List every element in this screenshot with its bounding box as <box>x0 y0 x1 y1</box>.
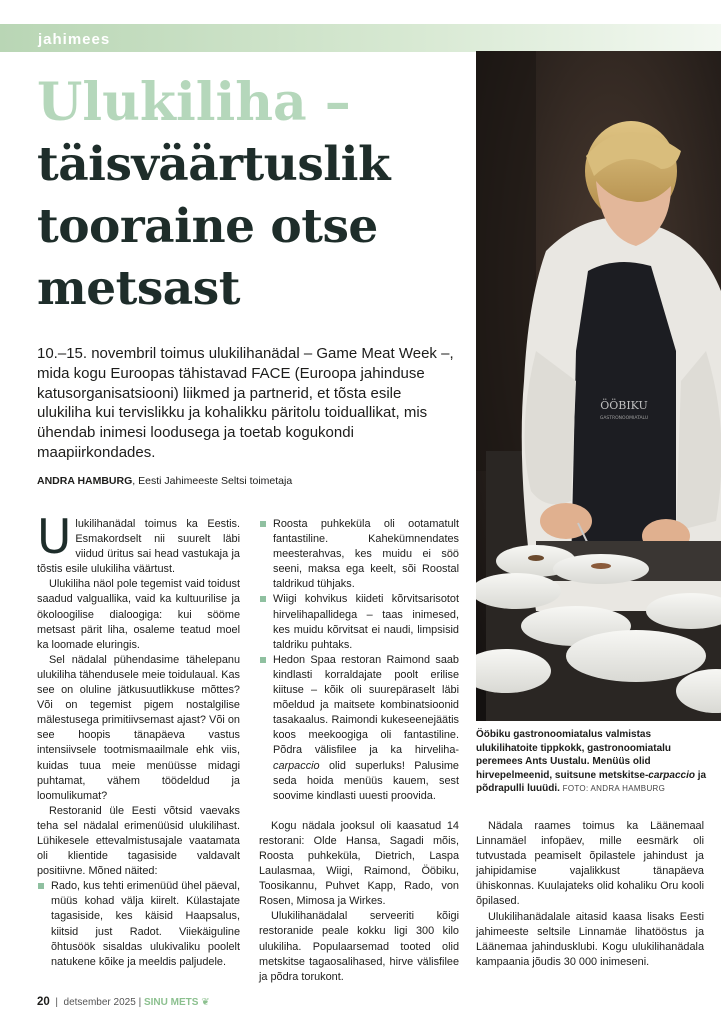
list-item <box>259 592 459 652</box>
paragraph: Nädala raames toimus ka Läänemaal Linnamäel infopäev, mille eesmärk oli tutvustada peamiselt õpilastele jahindust ja jahipidamise vajalikkust tänapäeva ühiskonnas. Kuulajateks olid kohaliku Oru kooli õpilased. <box>476 820 704 908</box>
text-column-1 <box>37 510 240 970</box>
paragraph: Restoranid üle Eesti võtsid vaevaks teha sel nädalal erimenüüsid ulukilihast. Lühikesele ettevalmistusajale vaatamata oli klientide tagasiside valdavalt positiivne. Mõned näited: <box>37 804 240 878</box>
paragraph: Kogu nädala jooksul oli kaasatud 14 restorani: Olde Hansa, Sagadi mõis, Roosta puhkeküla, Dietrich, Laspa Laulasmaa, Wiigi, Raimond, Ööbiku, Toosikannu, Puhvet Kapp, Rado, von Rosen, Mimosa ja Wirkes. <box>259 819 459 908</box>
bullet-square-icon <box>260 596 266 602</box>
title-line-4: metsast <box>37 261 240 316</box>
list-item-text: Rado, kus tehti erimenüüd ühel päeval, müüs kohad välja kiirelt. Külastajate tagasiside, kes käisid Haapsalus, kiitsid just Radot. Viiekäiguline õhtusöök sisaldas ulukivaliku poolelt natukene kõike ja meeldis paljudele. <box>51 880 240 968</box>
bullet-square-icon <box>260 521 266 527</box>
intro-paragraph <box>37 510 240 577</box>
issue-date: detsember 2025 <box>63 997 136 1008</box>
title-line-2: täisväärtuslik <box>37 137 391 192</box>
caption-text: Ööbiku gastronoomiatalus valmistas ulukilihatoite tippkokk, gastronoomiatalu peremees Ants Uustalu. Menüüs olid hirvepelmeenid, suitsune metskitse- <box>476 729 672 781</box>
list-item-italic: carpaccio <box>273 759 320 772</box>
paragraph: Ulukilihanädalale aitasid kaasa lisaks Eesti jahimeeste seltsile Linnamäe lihatööstus ja Läänemaa jahindusklubi. Kogu ulukilihanädala kampaania jõudis 30 000 inimeseni. <box>476 910 704 968</box>
restaurant-list-continued <box>259 517 459 804</box>
text-column-3 <box>476 819 704 970</box>
paragraph: Ulukilihanädalal serveeriti kõigi restoranide peale kokku ligi 300 kilo ulukiliha. Populaarsemad tooted olid metskitse tagaosalihased, hirve välisfilee ja põdra torukont. <box>259 910 459 983</box>
bullet-square-icon <box>260 657 266 663</box>
byline: ANDRA HAMBURG, Eesti Jahimeeste Seltsi toimetaja <box>37 475 293 487</box>
list-item-text: Hedon Spaa restoran Raimond saab kindlasti korraldajate poolt erilise kiituse – kõik oli suurepäraselt läbi mõeldud ja maitsete kombinatsioonid tasakaalus. Raimondi kukeseenejäätis koos meekoogiga oli fantastiline. Põdra välisfilee ja ka hirveliha- <box>273 653 459 757</box>
photo-caption <box>476 728 714 796</box>
text-column-2 <box>259 517 459 985</box>
paragraph: Ulukiliha näol pole tegemist vaid toidust saadud valguallika, vaid ka kultuurilise ja ökoloogilise dialoogiga: kui sööme metsast pärit liha, osaleme teatud moel ka loomade eluringis. <box>37 578 240 651</box>
caption-italic: carpaccio <box>648 769 695 781</box>
list-item <box>259 653 459 804</box>
paragraph-text: lukilihanädal toimus ka Eestis. Esmakordselt nii suurelt läbi viidud üritus sai head vastukaja ja tõstis esile ulukiliha väärtust. <box>37 518 240 576</box>
chef-photo <box>476 51 721 721</box>
page-number: 20 <box>37 996 50 1008</box>
section-label: jahimees <box>38 31 111 48</box>
page-footer: 20 | detsember 2025 | SINU METS ❦ <box>37 996 210 1008</box>
list-item-text: Roosta puhkeküla oli ootamatult fantastiline. Kahekümnendates meesterahvas, kes muidu ei söö seeni, maksa ega keelt, sõi Roostal taldrikud tühjaks. <box>273 518 459 591</box>
paragraph: Sel nädalal pühendasime tähelepanu ulukiliha tähendusele meie toidulaual. Kas see on oluline jätkusuutlikkuse mõttes? Või on tegemist pigem nostalgilise mälestusega primitiivsemast ajast? Või on see hoopis tänapäeva vastus intensiivsele tootmismaailmale ehk viis, kuidas tuua meie menüüsse midagi puhtamat, vähem töödeldud ja loomulikumat? <box>37 653 240 802</box>
apron-logo-subtext: GASTRONOOMIATALU <box>599 416 649 421</box>
drop-cap: U <box>37 510 72 565</box>
leaf-icon: ❦ <box>201 997 210 1008</box>
author-name: ANDRA HAMBURG <box>37 475 133 487</box>
magazine-name: SINU METS <box>143 997 199 1008</box>
title-line-3: tooraine otse <box>37 199 378 254</box>
title-line-1: Ulukiliha – <box>37 72 351 133</box>
chef-plating-illustration <box>476 51 721 721</box>
restaurant-list <box>37 879 240 970</box>
list-item <box>259 517 459 592</box>
list-item-text: Wiigi kohvikus kiideti kõrvitsarisotot hirvelihapallidega – taas inimesed, kes muidu kõrvitsat ei naudi, limpsisid taldriku puhtaks. <box>273 593 459 651</box>
article-title <box>37 72 467 320</box>
lead-paragraph: 10.–15. novembril toimus ulukilihanädal – Game Meat Week –, mida kogu Euroopas tähistavad FACE (Euroopa jahinduse katusorganisatsiooni) liikmed ja partnerid, et tõsta esile ulukiliha kui tervislikku ja kohalikku päritolu toiduallikat, mis ühendab inimesi loodusega ja toetab kogukondi maapiirkondades. <box>37 345 454 461</box>
author-role: Eesti Jahimeeste Seltsi toimetaja <box>138 475 293 487</box>
list-item <box>37 879 240 970</box>
caption-text: ja põdrapulli luuüdi. <box>476 769 707 795</box>
apron-logo <box>600 398 648 421</box>
bullet-square-icon <box>38 883 44 889</box>
list-item-text: olid superluks! Palusime seda hoida menüüs kauem, sest soovime kindlasti uuesti proovida. <box>273 759 459 802</box>
apron-logo-text: ÖÖBIKU <box>600 399 648 412</box>
photo-credit: FOTO: ANDRA HAMBURG <box>562 784 666 794</box>
